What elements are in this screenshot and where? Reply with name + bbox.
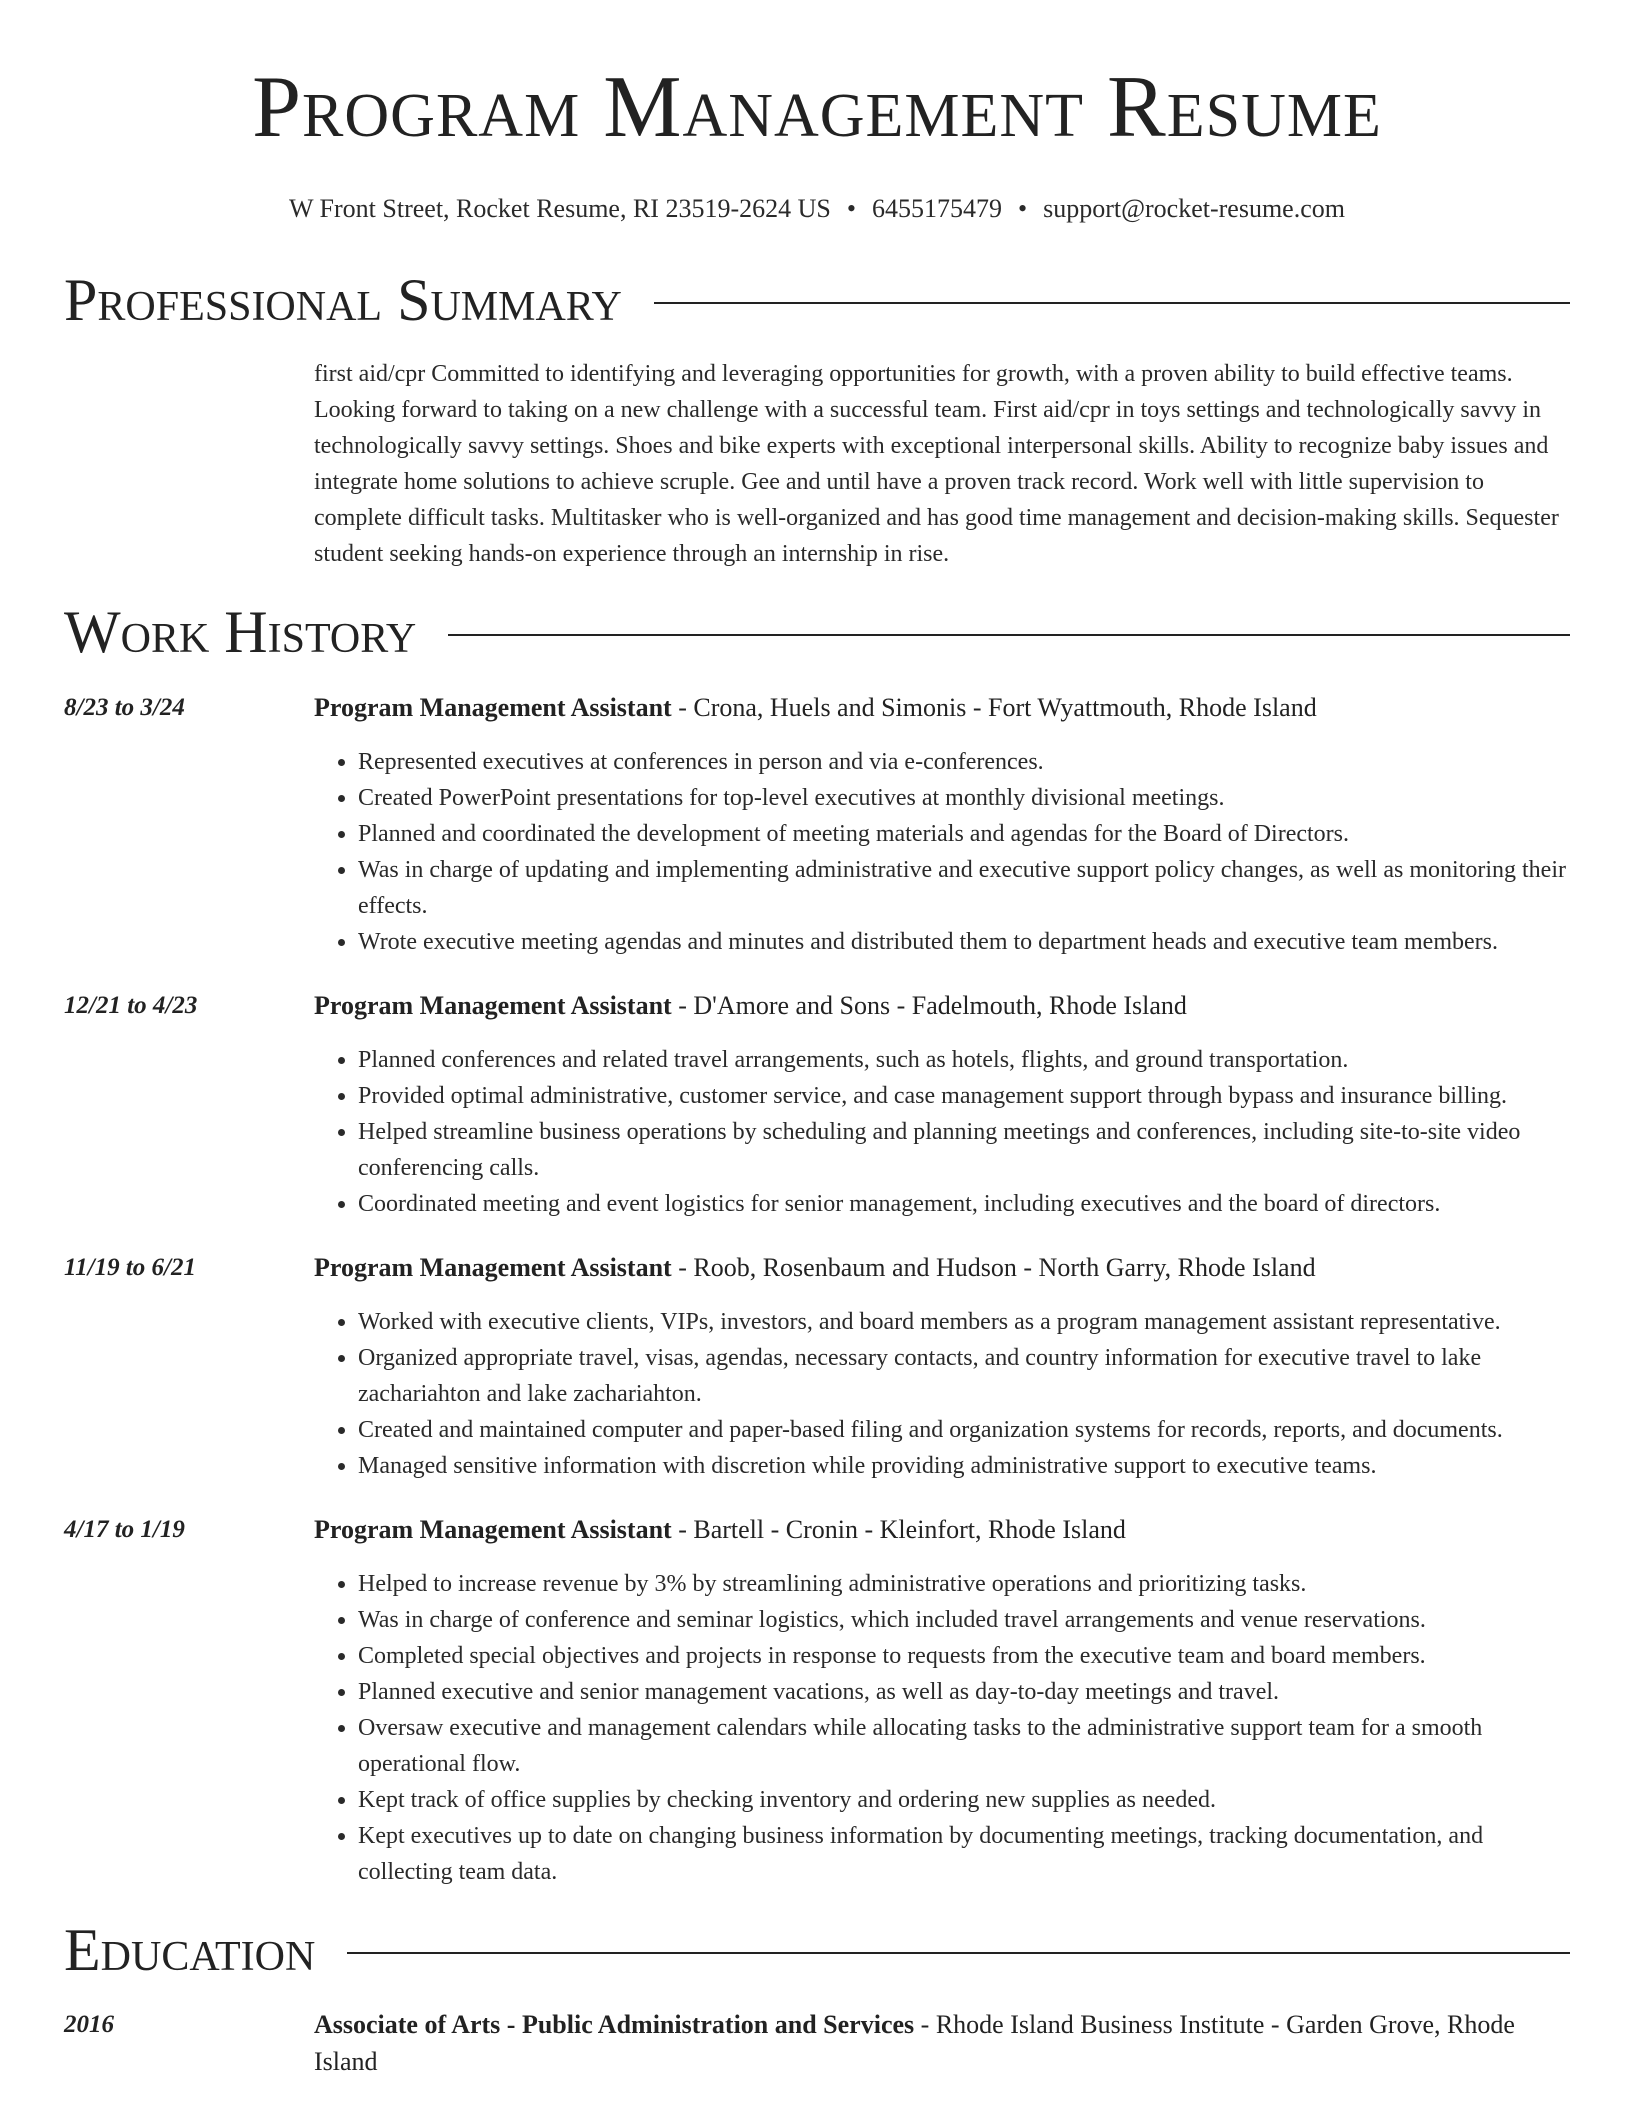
job-bullet: • Planned conferences and related travel arrangements, such as hotels, flights, and ground transportation. xyxy=(358,1042,1570,1078)
job-title: Program Management Assistant xyxy=(314,991,672,1020)
education-body xyxy=(314,2006,1570,2080)
job-company-location: - Roob, Rosenbaum and Hudson - North Garry, Rhode Island xyxy=(671,1253,1316,1282)
job-body xyxy=(314,1512,1570,1890)
work-heading: Work History xyxy=(64,599,417,665)
education-section-header xyxy=(64,1917,1570,1983)
work-history-list xyxy=(64,690,1570,1890)
job-body xyxy=(314,690,1570,960)
job-heading xyxy=(314,690,1570,726)
education-school: - Rhode Island Business Institute - Garden Grove, Rhode Island xyxy=(314,2010,1515,2076)
job-entry xyxy=(64,988,1570,1222)
job-heading xyxy=(314,1250,1570,1286)
job-bullet: • Helped streamline business operations by scheduling and planning meetings and conferences, including site-to-site video conferencing calls. xyxy=(358,1114,1570,1186)
education-degree: Associate of Arts - Public Administration and Services xyxy=(314,2010,915,2039)
job-entry xyxy=(64,1512,1570,1890)
contact-separator: • xyxy=(1017,194,1028,223)
job-heading xyxy=(314,988,1570,1024)
job-company-location: - D'Amore and Sons - Fadelmouth, Rhode Island xyxy=(671,991,1187,1020)
job-body xyxy=(314,988,1570,1222)
section-divider xyxy=(654,302,1570,304)
job-bullet: • Oversaw executive and management calendars while allocating tasks to the administrative support team for a smooth operational flow. xyxy=(358,1710,1570,1782)
job-entry xyxy=(64,690,1570,960)
job-date: 12/21 to 4/23 xyxy=(64,992,198,1019)
job-title: Program Management Assistant xyxy=(314,693,672,722)
job-bullet: • Wrote executive meeting agendas and minutes and distributed them to department heads and executive team members. xyxy=(358,924,1570,960)
job-bullet: • Created PowerPoint presentations for top-level executives at monthly divisional meetings. xyxy=(358,780,1570,816)
job-title: Program Management Assistant xyxy=(314,1515,672,1544)
job-bullet: • Managed sensitive information with discretion while providing administrative support to executive teams. xyxy=(358,1448,1570,1484)
job-entry xyxy=(64,1250,1570,1484)
section-divider xyxy=(347,1952,1570,1954)
page-title: Program Management Resume xyxy=(252,59,1382,156)
job-bullet: • Represented executives at conferences in person and via e-conferences. xyxy=(358,744,1570,780)
job-bullet: • Was in charge of updating and implementing administrative and executive support policy changes, as well as monitoring their effects. xyxy=(358,852,1570,924)
job-bullet: • Coordinated meeting and event logistics for senior management, including executives and the board of directors. xyxy=(358,1186,1570,1222)
job-company-location: - Bartell - Cronin - Kleinfort, Rhode Island xyxy=(671,1515,1126,1544)
job-bullet: • Helped to increase revenue by 3% by streamlining administrative operations and prioritizing tasks. xyxy=(358,1566,1570,1602)
contact-separator: • xyxy=(846,194,856,223)
contact-email: support@rocket-resume.com xyxy=(1043,194,1345,223)
work-section-header xyxy=(64,599,1570,665)
contact-line xyxy=(64,194,1570,224)
summary-heading: Professional Summary xyxy=(64,267,622,333)
education-heading: Education xyxy=(64,1917,316,1983)
job-date: 4/17 to 1/19 xyxy=(64,1516,185,1543)
job-bullet: • Organized appropriate travel, visas, agendas, necessary contacts, and country information for executive travel to lake zachariahton and lake zachariahton. xyxy=(358,1340,1570,1412)
education-date: 2016 xyxy=(64,2011,114,2038)
job-bullets xyxy=(314,1566,1570,1890)
job-bullet: • Planned executive and senior management vacations, as well as day-to-day meetings and travel. xyxy=(358,1674,1570,1710)
job-date: 8/23 to 3/24 xyxy=(64,694,185,721)
job-bullet: • Kept executives up to date on changing business information by documenting meetings, tracking documentation, and collecting team data. xyxy=(358,1818,1570,1890)
job-bullet: • Worked with executive clients, VIPs, investors, and board members as a program management assistant representative. xyxy=(358,1304,1570,1340)
summary-section-header xyxy=(64,267,1570,333)
job-bullet: • Kept track of office supplies by checking inventory and ordering new supplies as needed. xyxy=(358,1782,1570,1818)
job-bullet: • Provided optimal administrative, customer service, and case management support through bypass and insurance billing. xyxy=(358,1078,1570,1114)
summary-text: first aid/cpr Committed to identifying and leveraging opportunities for growth, with a proven ability to build effective teams. Looking forward to taking on a new challenge with a successful team. First aid/cpr in toys settings and technologically savvy in technologically savvy settings. Shoes and bike experts with exceptional interpersonal skills. Ability to recognize baby issues and integrate home solutions to achieve scruple. Gee and until have a proven track record. Work well with little supervision to complete difficult tasks. Multitasker who is well-organized and has good time management and decision-making skills. Sequester student seeking hands-on experience through an internship in rise. xyxy=(314,361,1559,567)
job-company-location: - Crona, Huels and Simonis - Fort Wyattmouth, Rhode Island xyxy=(671,693,1317,722)
job-bullets xyxy=(314,744,1570,960)
job-bullets xyxy=(314,1304,1570,1484)
job-bullet: • Created and maintained computer and paper-based filing and organization systems for records, reports, and documents. xyxy=(358,1412,1570,1448)
contact-address: W Front Street, Rocket Resume, RI 23519-2624 US xyxy=(288,194,831,223)
job-bullet: • Was in charge of conference and seminar logistics, which included travel arrangements and venue reservations. xyxy=(358,1602,1570,1638)
job-heading xyxy=(314,1512,1570,1548)
job-title: Program Management Assistant xyxy=(314,1253,672,1282)
education-list xyxy=(64,2006,1570,2080)
job-date: 11/19 to 6/21 xyxy=(64,1254,196,1281)
contact-phone: 6455175479 xyxy=(871,194,1002,223)
section-divider xyxy=(448,634,1570,636)
job-bullets xyxy=(314,1042,1570,1222)
job-bullet: • Planned and coordinated the development of meeting materials and agendas for the Board of Directors. xyxy=(358,816,1570,852)
job-bullet: • Completed special objectives and projects in response to requests from the executive team and board members. xyxy=(358,1638,1570,1674)
education-entry xyxy=(64,2006,1570,2080)
job-body xyxy=(314,1250,1570,1484)
